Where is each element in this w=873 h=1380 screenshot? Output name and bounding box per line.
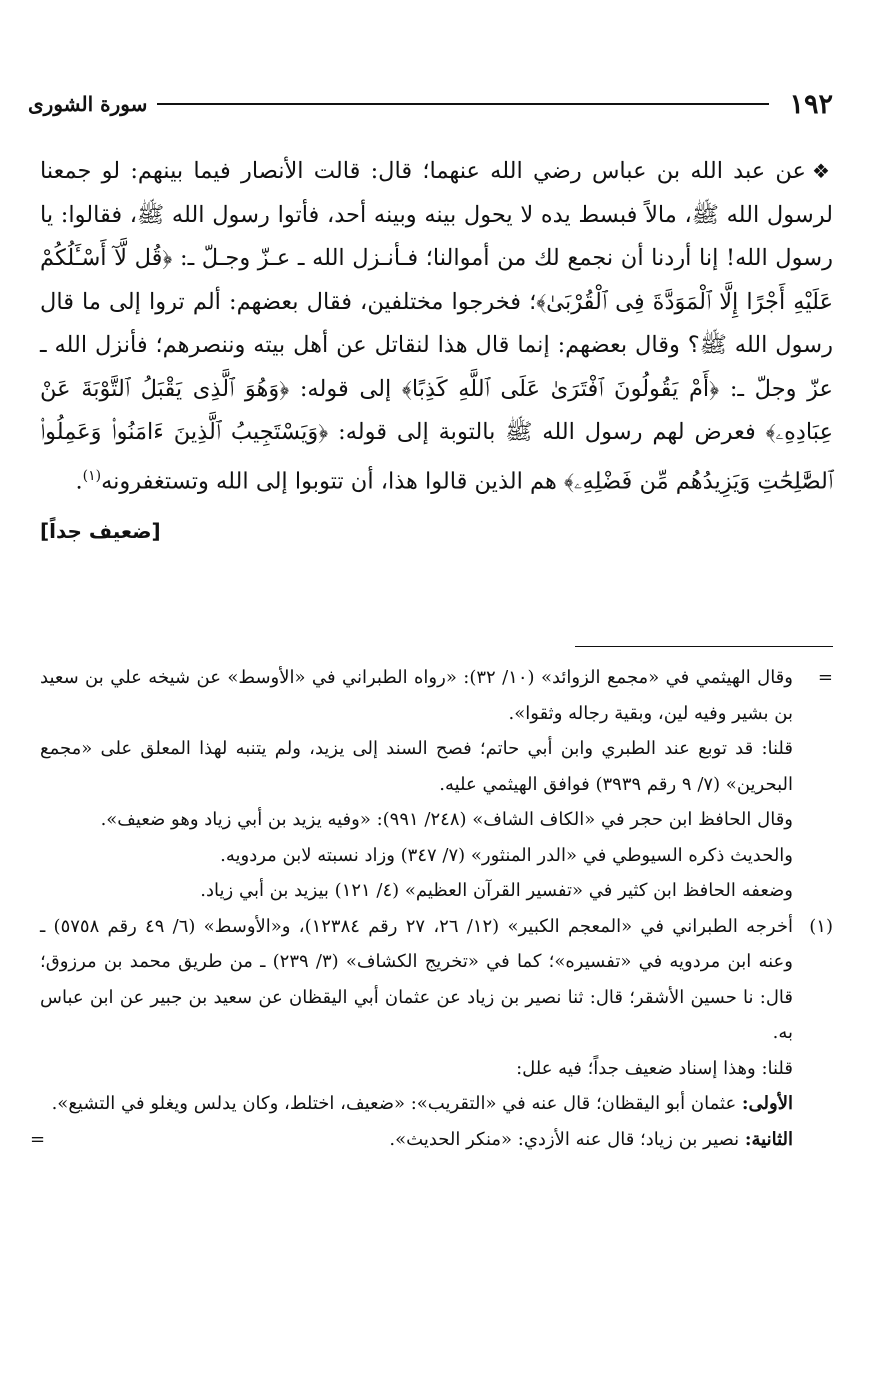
hadith-text-part-2: ؛ فخرجوا مختلفين، فقال بعضهم: ألم تروا إلى ما قال رسول الله ﷺ؟ وقال بعضهم: إنما قال هذا لنقاتل عن أهل بيته وننصرهم؛ فأنزل الله ـ عزّ وجلّ ـ: — [40, 288, 833, 402]
surah-title: سورة الشورى — [28, 92, 148, 116]
hadith-marker-icon: ❖ — [811, 159, 833, 183]
footnote-line: وقال الحافظ ابن حجر في «الكاف الشاف» (٢٤٨/ ٩٩١): «وفيه يزيد بن أبي زياد وهو ضعيف». — [100, 809, 793, 830]
first-defect-text: عثمان أبو اليقظان؛ قال عنه في «التقريب»: «ضعيف، اختلط، وكان يدلس ويغلو في التشيع». — [51, 1093, 742, 1114]
continues-mark: = — [30, 1128, 46, 1150]
footnote-line — [30, 1122, 793, 1158]
hadith-text-part-3: إلى قوله: — [289, 375, 402, 402]
footnote-continued — [40, 660, 833, 909]
hadith-end-period: . — [75, 468, 83, 494]
footnote-ref[interactable]: (١) — [82, 467, 102, 484]
footnote-1-label: (١) — [809, 915, 833, 937]
continuation-mark: = — [817, 667, 833, 688]
second-defect-text: نصير بن زياد؛ قال عنه الأزدي: «منكر الحديث». — [389, 1128, 745, 1150]
second-defect-label: الثانية: — [744, 1128, 793, 1150]
quran-verse-2: ﴿أَمْ يَقُولُونَ ٱفْتَرَىٰ عَلَى ٱللَّهِ كَذِبًا﴾ — [401, 375, 720, 402]
footnote-line: أخرجه الطبراني في «المعجم الكبير» (١٢/ ٢٦، ٢٧ رقم ١٢٣٨٤)، و«الأوسط» (٦/ ٤٩ رقم ٥٧٥٨) ـ وعنه ابن مردويه في «تفسيره»؛ كما في «تخريج الكشاف» (٣/ ٢٣٩) ـ من طريق محمد بن مرزوق؛ قال: نا حسين الأشقر؛ قال: ثنا نصير بن زياد عن عثمان أبي اليقظان عن سعيد بن جبير عن ابن عباس به. — [40, 915, 793, 1043]
footnote-line — [40, 1086, 793, 1122]
page-header — [28, 84, 833, 124]
hadith-text-part-4: فعرض لهم رسول الله ﷺ بالتوبة إلى قوله: — [328, 419, 766, 445]
grading-badge: [ضعيف جداً] — [40, 518, 161, 543]
footnotes — [30, 660, 833, 1157]
footnote-line: وقال الهيثمي في «مجمع الزوائد» (١٠/ ٣٢): «رواه الطبراني في «الأوسط» عن شيخه علي بن سعيد بن بشير وفيه لين، وبقية رجاله وثقوا». — [40, 667, 793, 724]
quran-verse-3: ﴿وَهُوَ ٱلَّذِى يَقْبَلُ ٱلتَّوْبَةَ عَنْ عِبَادِهِۦ﴾ — [40, 375, 833, 445]
footnote-line: قلنا: قد توبع عند الطبري وابن أبي حاتم؛ فصح السند إلى يزيد، ولم يتنبه لهذا المعلق على «مجمع البحرين» (٧/ ٩ رقم ٣٩٣٩) فوافق الهيثمي عليه. — [40, 738, 793, 795]
footnote-line: وضعفه الحافظ ابن كثير في «تفسير القرآن العظيم» (٤/ ١٢١) بيزيد بن أبي زياد. — [200, 880, 793, 901]
quran-verse-1: ﴿قُل لَّآ أَسْـَٔلُكُمْ عَلَيْهِ أَجْرًا إِلَّا ٱلْمَوَدَّةَ فِى ٱلْقُرْبَىٰ﴾ — [40, 245, 833, 315]
hadith-text-part-5: هم الذين قالوا هذا، أن تتوبوا إلى الله وتستغفرونه — [101, 468, 565, 494]
footnote-line: والحديث ذكره السيوطي في «الدر المنثور» (٧/ ٣٤٧) وزاد نسبته لابن مردويه. — [220, 844, 793, 866]
hadith-text-part-1: عن عبد الله بن عباس رضي الله عنهما؛ قال: قالت الأنصار فيما بينهم: لو جمعنا لرسول الله ﷺ، مالاً فبسط يده لا يحول بينه وبينه أحد، فأتوا رسول الله ﷺ، فقالوا: يا رسول الله! إنا أردنا أن نجمع لك من أموالنا؛ فـأنـزل الله ـ عـزّ وجـلّ ـ: — [40, 158, 833, 271]
header-rule — [157, 103, 769, 105]
page-number: ١٩٢ — [789, 88, 833, 120]
hadith-text — [40, 150, 833, 553]
footnote-1 — [30, 909, 833, 1158]
quran-verse-4: ﴿وَيَسْتَجِيبُ ٱلَّذِينَ ءَامَنُوا۟ وَعَمِلُوا۟ ٱلصَّٰلِحَٰتِ وَيَزِيدُهُم مِّن فَضْلِهِۦ﴾ — [40, 419, 833, 494]
first-defect-label: الأولى: — [741, 1093, 793, 1114]
footnote-divider — [575, 646, 833, 647]
footnote-line: قلنا: وهذا إسناد ضعيف جداً؛ فيه علل: — [516, 1057, 793, 1079]
